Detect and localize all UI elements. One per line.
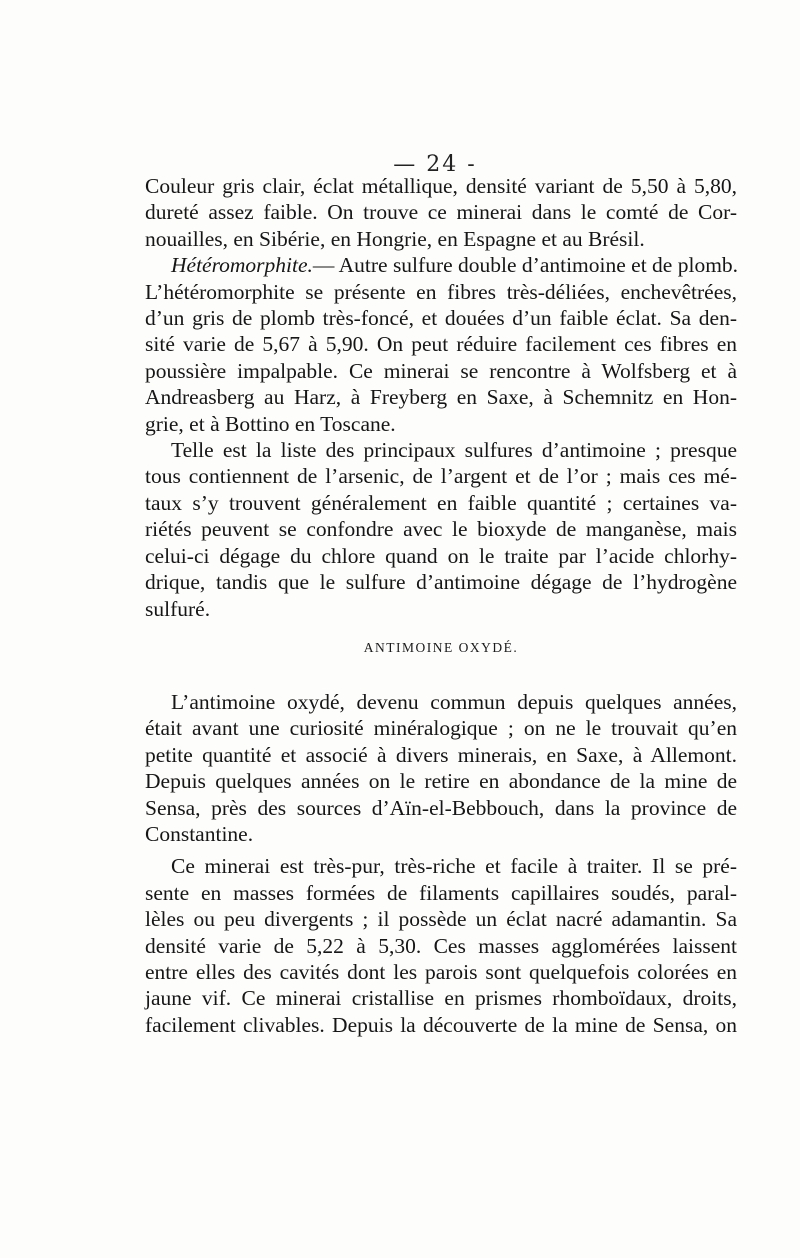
text-line: Couleur gris clair, éclat métallique, densité variant de 5,50 à 5,80, — [145, 174, 737, 198]
text-line: dureté assez faible. On trouve ce minerai dans le comté de Cor- — [145, 200, 737, 225]
text-line: grie, et à Bottino en Toscane. — [145, 411, 396, 436]
paragraph-minerai — [145, 853, 737, 1038]
text-line: taux s’y trouvent généralement en faible quantité ; certaines va- — [145, 490, 737, 515]
text-line: celui-ci dégage du chlore quand on le traite par l’acide chlorhy- — [145, 543, 737, 568]
text-line: jaune vif. Ce minerai cristallise en prismes rhomboïdaux, droits, — [145, 986, 737, 1011]
page-number: — 24 - — [393, 152, 477, 177]
paragraph-antimoine-oxyde — [145, 689, 737, 847]
body-text-top — [145, 173, 737, 622]
text-line: lèles ou peu divergents ; il possède un éclat nacré adamantin. Sa — [145, 907, 737, 932]
text-line: d’un gris de plomb très-foncé, et douées d’un faible éclat. Sa den- — [145, 306, 737, 331]
mineral-name-italic: Hétéromorphite. — [171, 253, 313, 278]
text-line: riétés peuvent se confondre avec le bioxyde de manganèse, mais — [145, 517, 737, 542]
text-line: était avant une curiosité minéralogique ; on ne le trouvait qu’en — [145, 716, 737, 741]
text-line: tous contiennent de l’arsenic, de l’argent et de l’or ; mais ces mé- — [145, 464, 737, 489]
text-line: sente en masses formées de filaments capillaires soudés, paral- — [145, 880, 737, 905]
text-line: sulfuré. — [145, 596, 211, 621]
text-line: petite quantité et associé à divers minerais, en Saxe, à Allemont. — [145, 742, 737, 767]
text-line: Telle est la liste des principaux sulfures d’antimoine ; presque — [171, 438, 737, 463]
body-text-bottom — [145, 689, 737, 1038]
text-line: facilement clivables. Depuis la découverte de la mine de Sensa, on — [145, 1012, 737, 1037]
text-line: Depuis quelques années on le retire en abondance de la mine de — [145, 769, 737, 794]
text-line: Andreasberg au Harz, à Freyberg en Saxe, à Schemnitz en Hon- — [145, 385, 737, 410]
text-line — [145, 252, 737, 278]
text-line-rest: — Autre sulfure double d’antimoine et de plomb. — [312, 253, 739, 278]
text-line: drique, tandis que le sulfure d’antimoine dégage de l’hydrogène — [145, 570, 737, 595]
text-line: Sensa, près des sources d’Aïn-el-Bebbouch, dans la province de — [145, 795, 737, 820]
text-line: sité varie de 5,67 à 5,90. On peut réduire facilement ces fibres en — [145, 332, 737, 357]
text-line: densité varie de 5,22 à 5,30. Ces masses agglomérées laissent — [145, 933, 737, 958]
text-line: Constantine. — [145, 822, 254, 847]
section-heading: ANTIMOINE OXYDÉ. — [363, 640, 519, 655]
text-line: nouailles, en Sibérie, en Hongrie, en Espagne et au Brésil. — [145, 226, 645, 251]
paragraph-heteromorphite — [145, 252, 737, 437]
text-line: L’hétéromorphite se présente en fibres très-déliées, enchevêtrées, — [145, 279, 737, 304]
text-line: poussière impalpable. Ce minerai se rencontre à Wolfsberg et à — [145, 358, 737, 383]
text-line: entre elles des cavités dont les parois sont quelquefois colorées en — [145, 960, 737, 985]
text-line: Ce minerai est très-pur, très-riche et facile à traiter. Il se pré- — [171, 854, 737, 879]
paragraph-couleur — [145, 173, 737, 252]
paragraph-liste — [145, 437, 737, 622]
text-line: L’antimoine oxydé, devenu commun depuis quelques années, — [171, 690, 737, 714]
